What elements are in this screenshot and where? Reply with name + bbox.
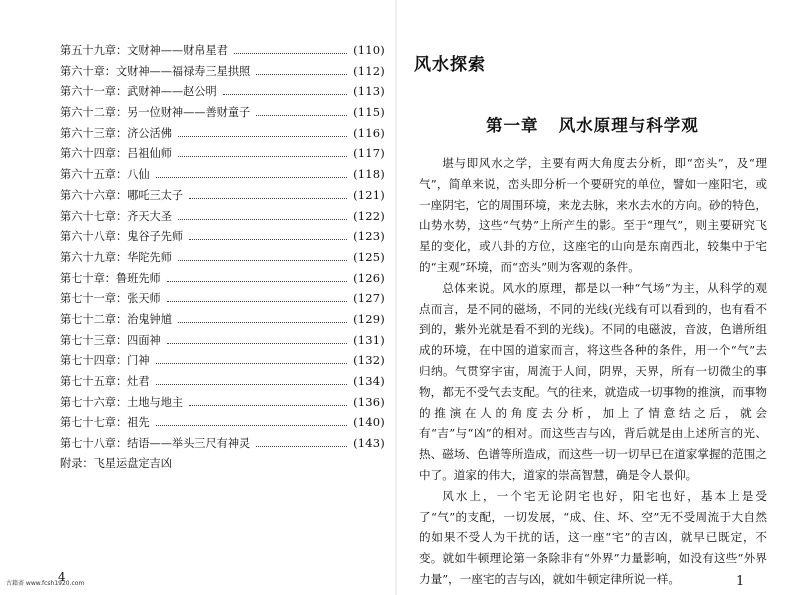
footer-watermark: 古籍斋 www.fcsh1920.com: [6, 580, 85, 587]
toc-entry-page: (143): [353, 436, 385, 451]
toc-entry: [60, 185, 385, 206]
dot-leader: [256, 74, 347, 75]
toc-entry-title: 第七十二章：治鬼钟馗: [60, 312, 172, 326]
toc-entry-page: (116): [353, 125, 385, 140]
toc-entry-page: (110): [353, 43, 385, 57]
dot-leader: [223, 94, 347, 95]
toc-entry: [60, 206, 385, 227]
toc-entry: [60, 247, 385, 268]
toc-appendix: 附录：飞星运盘定吉凶: [60, 456, 172, 470]
dot-leader: [156, 425, 348, 426]
dot-leader: [178, 219, 347, 220]
toc-entry: [60, 288, 385, 309]
toc-entry-title: 第六十一章：武财神——赵公明: [60, 85, 217, 99]
toc-entry-title: 第六十五章：八仙: [60, 168, 150, 182]
toc-entry: [60, 164, 385, 185]
left-page: [0, 0, 396, 595]
toc-entry: [60, 350, 385, 371]
toc-entry-page: (122): [353, 208, 385, 223]
toc-entry-title: 第七十八章：结语——举头三尺有神灵: [60, 437, 251, 451]
dot-leader: [256, 115, 347, 116]
paragraph: 总体来说。风水的原理，都是以一种“气场”为主，从科学的观点而言，是不同的磁场，不同的光线(光线有可以看到的，也有看不到的，紫外光就是看不到的光线)。不同的电磁波，音波，色谱所组成的环境，在中国的道家而言，将这些各种的条件，用一个“气”去归纳。气贯穿宇宙，周流于人间，阴界，天界，所有一切微尘的事物，都无不受气去支配。气的往来，就造成一切事物的推演，而事物的推演在人的角度去分析，加上了情意结之后，就会有“吉”与“凶”的相对。而这些吉与凶，背后就是由上述所言的光、热、磁场、色谱等所造成，而这些一切一切早已在道家掌握的范围之中了。道家的伟大，道家的崇高智慧，确是令人景仰。: [419, 280, 767, 482]
dot-leader: [189, 405, 347, 406]
running-title: 风水探索: [414, 55, 486, 75]
toc-entry-title: 第六十六章：哪吒三太子: [60, 188, 184, 202]
toc-entry-title: 第七十六章：土地与地主: [60, 395, 184, 409]
dot-leader: [167, 301, 347, 302]
toc-entry: [60, 371, 385, 392]
toc-entry: [60, 330, 385, 351]
dot-leader: [167, 343, 347, 344]
toc-entry: [60, 268, 385, 289]
toc-entry-title: 第六十九章：华陀先师: [60, 250, 172, 264]
dot-leader: [178, 260, 347, 261]
toc-entry-page: (126): [353, 270, 385, 285]
chapter-title: 第一章 风水原理与科学观: [486, 116, 699, 135]
toc-entry: [60, 102, 385, 123]
toc-entry-title: 第六十七章：齐天大圣: [60, 209, 172, 223]
paragraph: 风水上，一个宅无论阴宅也好，阳宅也好，基本上是受了“气”的支配，一切发展，“成、住、坏、空”无不受周流于大自然的如果不受人为干扰的话，这一座“宅”的吉凶，就早已既定，不变。就如牛顿理论第一条除非有“外界”力量影响，如没有这些“外界力量”，一座宅的吉与凶，就如牛顿定律所说一样。: [419, 488, 767, 586]
dot-leader: [156, 177, 348, 178]
toc-entry: [60, 412, 385, 433]
toc-entry-page: (123): [353, 229, 385, 244]
toc-entry-page: (125): [353, 249, 385, 264]
toc-entry-page: (131): [353, 332, 385, 347]
toc-entry-page: (112): [353, 63, 385, 78]
body-text: [419, 153, 767, 590]
toc-entry: [60, 123, 385, 144]
toc-entry-title: 第六十四章：吕祖仙师: [60, 147, 172, 161]
table-of-contents: [60, 40, 385, 474]
dot-leader: [178, 322, 347, 323]
dot-leader: [178, 136, 347, 137]
toc-entry: [60, 433, 385, 454]
toc-entry: [60, 81, 385, 102]
left-page-number: 4: [58, 570, 66, 584]
toc-entry-title: 第七十七章：祖先: [60, 416, 150, 430]
toc-entry: [60, 143, 385, 164]
toc-entry-page: (118): [353, 167, 385, 182]
toc-entry: [60, 61, 385, 82]
toc-entry-title: 第六十三章：济公活佛: [60, 126, 172, 140]
toc-entry-page: (115): [353, 105, 385, 120]
toc-entry-page: (140): [353, 415, 385, 430]
toc-entry-title: 第七十章：鲁班先师: [60, 271, 161, 285]
toc-entry-page: (117): [353, 146, 385, 161]
toc-entry: [60, 392, 385, 413]
right-page-number: 1: [736, 574, 745, 589]
toc-entry: [60, 309, 385, 330]
toc-entry-page: (129): [353, 311, 385, 326]
toc-entry-title: 第七十一章：张天师: [60, 292, 161, 306]
right-page: [396, 0, 793, 595]
dot-leader: [167, 281, 347, 282]
toc-entry-title: 第五十九章：文财神——财帛星君: [60, 44, 228, 57]
dot-leader: [256, 446, 347, 447]
dot-leader: [234, 53, 347, 54]
toc-entry: [60, 226, 385, 247]
dot-leader: [178, 156, 347, 157]
toc-entry-title: 第六十八章：鬼谷子先师: [60, 230, 184, 244]
toc-entry-title: 第六十二章：另一位财神——善财童子: [60, 106, 251, 120]
toc-entry-page: (121): [353, 187, 385, 202]
toc-entry-title: 第七十三章：四面神: [60, 333, 161, 347]
toc-entry: [60, 40, 385, 61]
toc-entry-title: 第七十四章：门神: [60, 354, 150, 368]
dot-leader: [189, 239, 347, 240]
toc-entry-page: (127): [353, 291, 385, 306]
toc-entry-page: (134): [353, 374, 385, 388]
toc-entry-page: (132): [353, 353, 385, 368]
toc-entry-page: (113): [353, 84, 385, 99]
dot-leader: [156, 363, 348, 364]
toc-entry-title: 第七十五章：灶君: [60, 375, 150, 388]
paragraph: 堪与即风水之学，主要有两大角度去分析，即“峦头”，及“理气”，简单来说，峦头即分析一个要研究的单位，譬如一座阳宅，或一座阴宅，它的周围环境，来龙去脉，来水去水的方向。砂的特色，山势水势，这些“气势”上所产生的影。至于“理气”，则主要研究飞星的变化，或八卦的方位，这座宅的山向是东南西北，较集中于宅的“主观”环境，而“峦头”则为客观的条件。: [419, 156, 767, 274]
toc-entry-page: (136): [353, 394, 385, 409]
toc-entry-title: 第六十章：文财神——福禄寿三星拱照: [60, 64, 251, 78]
dot-leader: [189, 198, 347, 199]
dot-leader: [156, 384, 348, 385]
